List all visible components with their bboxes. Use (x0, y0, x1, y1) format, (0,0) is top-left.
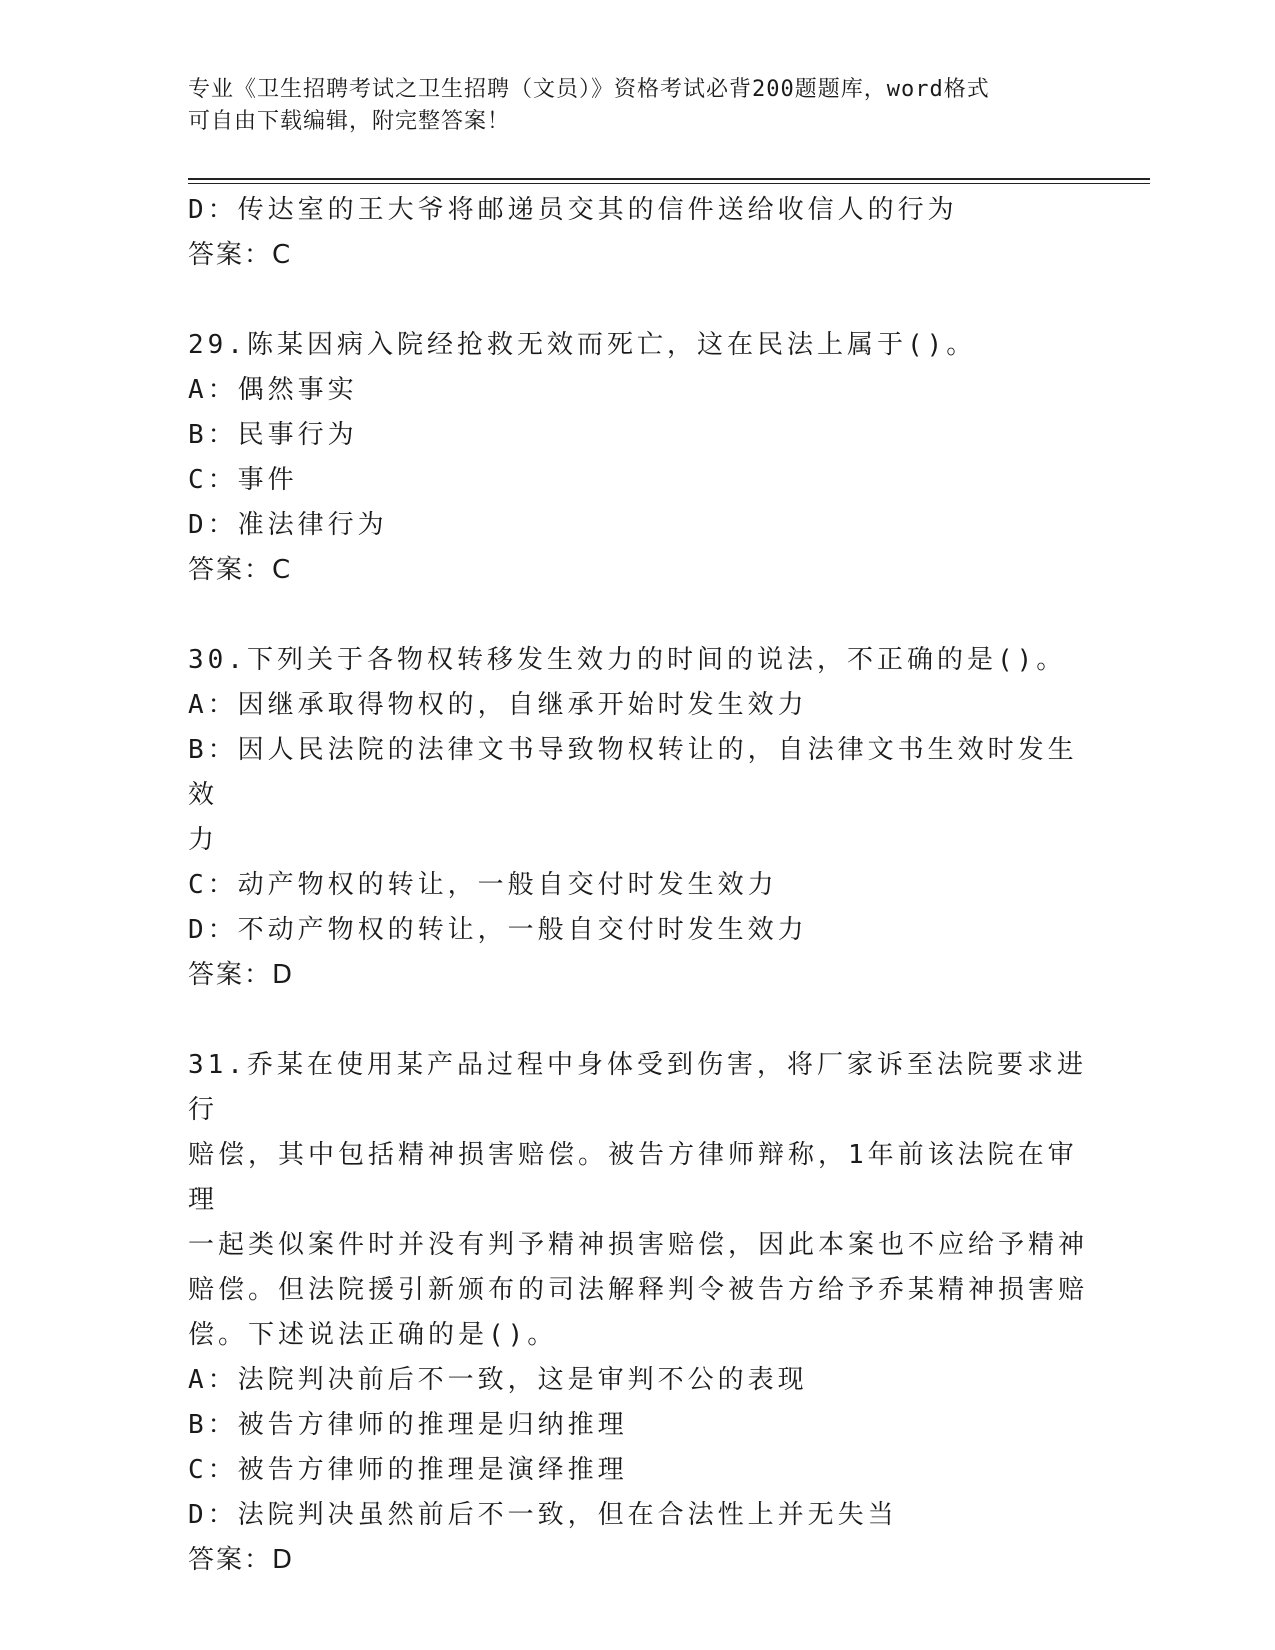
option-a: A：偶然事实 (188, 375, 358, 405)
document-header (188, 74, 1088, 138)
option-b-line-1: B：因人民法院的法律文书导致物权转让的，自法律文书生效时发生效 (188, 735, 1078, 810)
header-rule-thick (188, 178, 1150, 180)
option-b: B：被告方律师的推理是归纳推理 (188, 1410, 628, 1440)
question-stem: 29.陈某因病入院经抢救无效而死亡，这在民法上属于()。 (188, 330, 977, 360)
option-d: D：准法律行为 (188, 510, 388, 540)
question-29 (188, 323, 1088, 593)
header-rule-thin (188, 183, 1150, 184)
header-line-2: 可自由下载编辑，附完整答案！ (188, 109, 511, 134)
option-c: C：动产物权的转让，一般自交付时发生效力 (188, 870, 778, 900)
header-line-1: 专业《卫生招聘考试之卫生招聘（文员）》资格考试必背200题题库，word格式 (188, 77, 990, 102)
question-31 (188, 1043, 1088, 1583)
previous-question (188, 188, 1088, 278)
document-body (188, 188, 1088, 1583)
question-30 (188, 638, 1088, 998)
option-a: A：因继承取得物权的，自继承开始时发生效力 (188, 690, 808, 720)
answer: 答案：D (188, 1545, 295, 1575)
option-b: B：民事行为 (188, 420, 358, 450)
spacer (188, 998, 1088, 1043)
spacer (188, 278, 1088, 323)
answer: 答案：C (188, 555, 293, 585)
option-d: D：法院判决虽然前后不一致，但在合法性上并无失当 (188, 1500, 898, 1530)
answer: 答案：D (188, 960, 295, 990)
question-stem: 30.下列关于各物权转移发生效力的时间的说法，不正确的是()。 (188, 645, 1067, 675)
option-c: C：事件 (188, 465, 298, 495)
option-a: A：法院判决前后不一致，这是审判不公的表现 (188, 1365, 808, 1395)
question-stem-line-1: 31.乔某在使用某产品过程中身体受到伤害，将厂家诉至法院要求进行 (188, 1050, 1087, 1125)
answer: 答案：C (188, 240, 293, 270)
option-c: C：被告方律师的推理是演绎推理 (188, 1455, 628, 1485)
option-d: D：不动产物权的转让，一般自交付时发生效力 (188, 915, 808, 945)
spacer (188, 593, 1088, 638)
option-d: D：传达室的王大爷将邮递员交其的信件送给收信人的行为 (188, 195, 958, 225)
question-stem-line-5: 偿。下述说法正确的是()。 (188, 1320, 558, 1350)
question-stem-line-2: 赔偿，其中包括精神损害赔偿。被告方律师辩称，1年前该法院在审理 (188, 1140, 1078, 1215)
question-stem-line-3: 一起类似案件时并没有判予精神损害赔偿，因此本案也不应给予精神 (188, 1230, 1089, 1260)
option-b-line-2: 力 (188, 825, 219, 855)
question-stem-line-4: 赔偿。但法院援引新颁布的司法解释判令被告方给予乔某精神损害赔 (188, 1275, 1089, 1305)
